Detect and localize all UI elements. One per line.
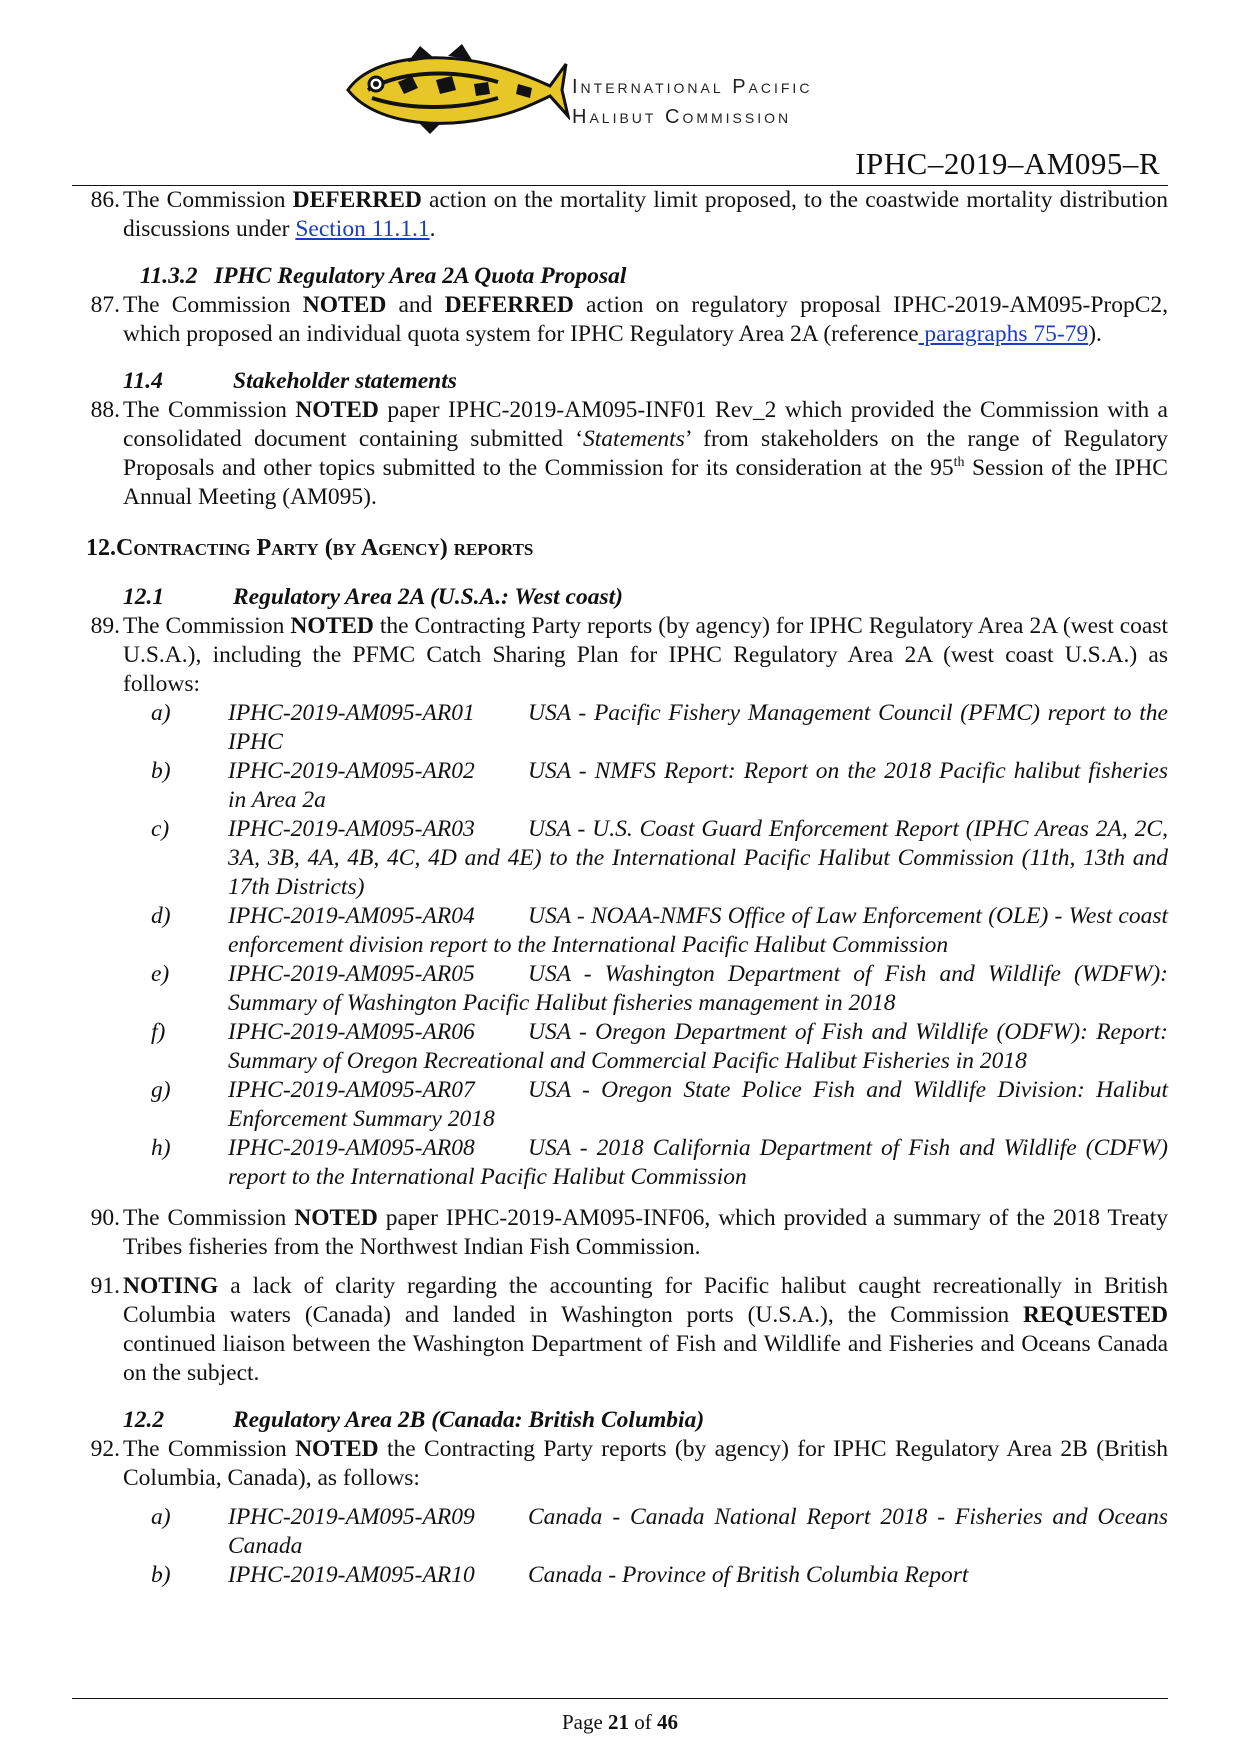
- paragraph-number: 90.: [90, 1205, 120, 1231]
- item-letter: c): [151, 816, 170, 842]
- item-letter: g): [151, 1077, 171, 1103]
- text-run: The Commission: [123, 1205, 295, 1231]
- item-body: [228, 902, 1168, 960]
- paragraph-91: [72, 1272, 1168, 1388]
- item-body: [228, 815, 1168, 902]
- report-list-item: [123, 757, 1168, 815]
- paragraph-number: 87.: [90, 292, 120, 318]
- page-number: 21: [608, 1710, 630, 1734]
- text-run: action on the mortality limit proposed, to the coastwide mortality distribution discussions under: [123, 187, 1168, 242]
- paragraph-number: 89.: [90, 613, 120, 639]
- subsection-number: 12.2: [123, 1407, 165, 1433]
- document-code: IPHC-2019-AM095-AR01: [228, 700, 475, 726]
- report-title: Canada - Province of British Columbia Report: [528, 1562, 969, 1588]
- agency-report-list-2a: [72, 699, 1168, 1192]
- item-body: [228, 699, 1168, 757]
- superscript: th: [953, 455, 965, 471]
- report-title: USA - 2018 California Department of Fish and Wildlife (CDFW) report to the International Pacific Halibut Commission: [228, 1135, 1168, 1190]
- subsection-title: IPHC Regulatory Area 2A Quota Proposal: [214, 263, 627, 289]
- bold-run: NOTED: [295, 1436, 379, 1462]
- item-body: [228, 1018, 1168, 1076]
- report-list-item: [123, 1503, 1168, 1561]
- item-letter: f): [151, 1019, 166, 1045]
- document-code: IPHC-2019-AM095-AR04: [228, 903, 475, 929]
- bold-run: NOTED: [302, 292, 387, 318]
- paragraph-number: 91.: [90, 1273, 120, 1299]
- subsection-number: 12.1: [123, 584, 165, 610]
- document-body: [72, 186, 1168, 1590]
- subsection-title: Regulatory Area 2B (Canada: British Columbia): [233, 1407, 705, 1433]
- text-run: The Commission: [123, 1436, 296, 1462]
- organization-name: [572, 72, 812, 132]
- paragraph-89: [72, 612, 1168, 699]
- item-body: [228, 1503, 1168, 1561]
- item-letter: b): [151, 758, 171, 784]
- section-title: Contracting Party (by Agency) reports: [116, 535, 534, 561]
- paragraph-number: 86.: [90, 187, 120, 213]
- text-run: and: [386, 292, 445, 318]
- report-title: Canada - Canada National Report 2018 - Fisheries and Oceans Canada: [228, 1504, 1168, 1559]
- section-number: 12.: [86, 535, 116, 561]
- report-title: USA - Oregon Department of Fish and Wildlife (ODFW): Report: Summary of Oregon Recreational and Commercial Pacific Halibut Fisheries in 2018: [228, 1019, 1168, 1074]
- report-list-item: [123, 1018, 1168, 1076]
- subsection-heading-11-4: [72, 367, 1168, 396]
- document-id: IPHC–2019–AM095–R: [855, 146, 1160, 181]
- document-code: IPHC-2019-AM095-AR08: [228, 1135, 475, 1161]
- text-run: The Commission: [123, 292, 303, 318]
- bold-run: NOTED: [295, 397, 379, 423]
- text-run: The Commission: [123, 613, 291, 639]
- paragraph-92: [72, 1435, 1168, 1493]
- document-code: IPHC-2019-AM095-AR10: [228, 1562, 475, 1588]
- subsection-title: Regulatory Area 2A (U.S.A.: West coast): [233, 584, 623, 610]
- subsection-heading-11-3-2: [72, 262, 1168, 291]
- report-list-item: [123, 699, 1168, 757]
- agency-report-list-2b: [72, 1503, 1168, 1590]
- document-code: IPHC-2019-AM095-AR07: [228, 1077, 475, 1103]
- report-list-item: [123, 1561, 1168, 1590]
- report-list-item: [123, 815, 1168, 902]
- section-heading-12: [72, 534, 1168, 563]
- subsection-number: 11.3.2: [140, 263, 198, 289]
- report-list-item: [123, 1076, 1168, 1134]
- footer-divider: [72, 1698, 1168, 1699]
- page-label: Page: [561, 1710, 609, 1734]
- bold-run: REQUESTED: [1023, 1302, 1168, 1328]
- item-body: [228, 1076, 1168, 1134]
- document-code: IPHC-2019-AM095-AR02: [228, 758, 475, 784]
- item-body: [228, 1561, 1168, 1590]
- report-list-item: [123, 960, 1168, 1018]
- text-run: .: [429, 216, 436, 242]
- subsection-heading-12-1: [72, 583, 1168, 612]
- report-title: USA - Oregon State Police Fish and Wildlife Division: Halibut Enforcement Summary 2018: [228, 1077, 1168, 1132]
- paragraph-number: 92.: [90, 1436, 120, 1462]
- bold-run: NOTING: [123, 1273, 219, 1299]
- document-code: IPHC-2019-AM095-AR03: [228, 816, 475, 842]
- paragraphs-link[interactable]: paragraphs 75-79: [918, 321, 1089, 347]
- report-title: USA - U.S. Coast Guard Enforcement Report (IPHC Areas 2A, 2C, 3A, 3B, 4A, 4B, 4C, 4D and 4E) to the International Pacific Halibut Commission (11th, 13th and 17th Districts): [228, 816, 1168, 900]
- text-run: continued liaison between the Washington Department of Fish and Wildlife and Fisheries and Oceans Canada on the subject.: [123, 1331, 1168, 1386]
- paragraph-88: [72, 396, 1168, 512]
- bold-run: DEFERRED: [444, 292, 574, 318]
- text-run: action on regulatory proposal IPHC-2019-AM095-PropC2, which proposed an individual quota system for IPHC Regulatory Area 2A (reference: [123, 292, 1169, 347]
- text-run: paper IPHC-2019-AM095-INF06, which provided a summary of the 2018 Treaty Tribes fisheries from the Northwest Indian Fish Commission.: [123, 1205, 1168, 1260]
- subsection-number: 11.4: [123, 368, 163, 394]
- paragraph-90: [72, 1204, 1168, 1262]
- report-title: USA - NOAA-NMFS Office of Law Enforcement (OLE) - West coast enforcement division report to the International Pacific Halibut Commission: [228, 903, 1168, 958]
- bold-run: DEFERRED: [292, 187, 422, 213]
- report-title: USA - Washington Department of Fish and Wildlife (WDFW): Summary of Washington Pacific Halibut fisheries management in 2018: [228, 961, 1168, 1016]
- section-link[interactable]: Section 11.1.1: [295, 216, 430, 242]
- text-run: the Contracting Party reports (by agency) for IPHC Regulatory Area 2A (west coast U.S.A.), including the PFMC Catch Sharing Plan for IPHC Regulatory Area 2A (west coast U.S.A.) as follows:: [123, 613, 1169, 697]
- report-title: USA - NMFS Report: Report on the 2018 Pacific halibut fisheries in Area 2a: [228, 758, 1168, 813]
- text-run: paper IPHC-2019-AM095-INF01 Rev_2 which provided the Commission with a consolidated document containing submitted ‘: [123, 397, 1168, 452]
- item-body: [228, 757, 1168, 815]
- bold-run: NOTED: [294, 1205, 378, 1231]
- page-footer: [0, 1710, 1240, 1735]
- document-code: IPHC-2019-AM095-AR09: [228, 1504, 475, 1530]
- italic-run: Statements: [583, 426, 685, 452]
- text-run: a lack of clarity regarding the accounting for Pacific halibut caught recreationally in British Columbia waters (Canada) and landed in Washington ports (U.S.A.), the Commission: [123, 1273, 1168, 1328]
- bold-run: NOTED: [290, 613, 374, 639]
- item-body: [228, 960, 1168, 1018]
- subsection-title: Stakeholder statements: [233, 368, 457, 394]
- document-code: IPHC-2019-AM095-AR05: [228, 961, 475, 987]
- report-title: USA - Pacific Fishery Management Council (PFMC) report to the IPHC: [228, 700, 1168, 755]
- text-run: ’ from stakeholders on the range of Regulatory Proposals and other topics submitted to the Commission for its consideration at the 95: [123, 426, 1168, 481]
- item-letter: e): [151, 961, 170, 987]
- text-run: The Commission: [123, 397, 296, 423]
- text-run: ).: [1088, 321, 1102, 347]
- text-run: the Contracting Party reports (by agency) for IPHC Regulatory Area 2B (British Columbia, Canada), as follows:: [123, 1436, 1168, 1491]
- document-code: IPHC-2019-AM095-AR06: [228, 1019, 475, 1045]
- text-run: Session of the IPHC Annual Meeting (AM095).: [123, 455, 1168, 510]
- text-run: The Commission: [123, 187, 293, 213]
- subsection-heading-12-2: [72, 1406, 1168, 1435]
- paragraph-87: [72, 291, 1168, 349]
- page-total: 46: [657, 1710, 679, 1734]
- org-line-1: International Pacific: [572, 76, 813, 98]
- item-letter: a): [151, 700, 171, 726]
- halibut-logo-icon: [338, 42, 570, 136]
- org-line-2: Halibut Commission: [572, 106, 792, 128]
- paragraph-number: 88.: [90, 397, 120, 423]
- item-letter: a): [151, 1504, 171, 1530]
- report-list-item: [123, 902, 1168, 960]
- item-letter: d): [151, 903, 171, 929]
- page-of-label: of: [629, 1710, 658, 1734]
- paragraph-86: [72, 186, 1168, 244]
- item-letter: b): [151, 1562, 171, 1588]
- item-body: [228, 1134, 1168, 1192]
- item-letter: h): [151, 1135, 171, 1161]
- report-list-item: [123, 1134, 1168, 1192]
